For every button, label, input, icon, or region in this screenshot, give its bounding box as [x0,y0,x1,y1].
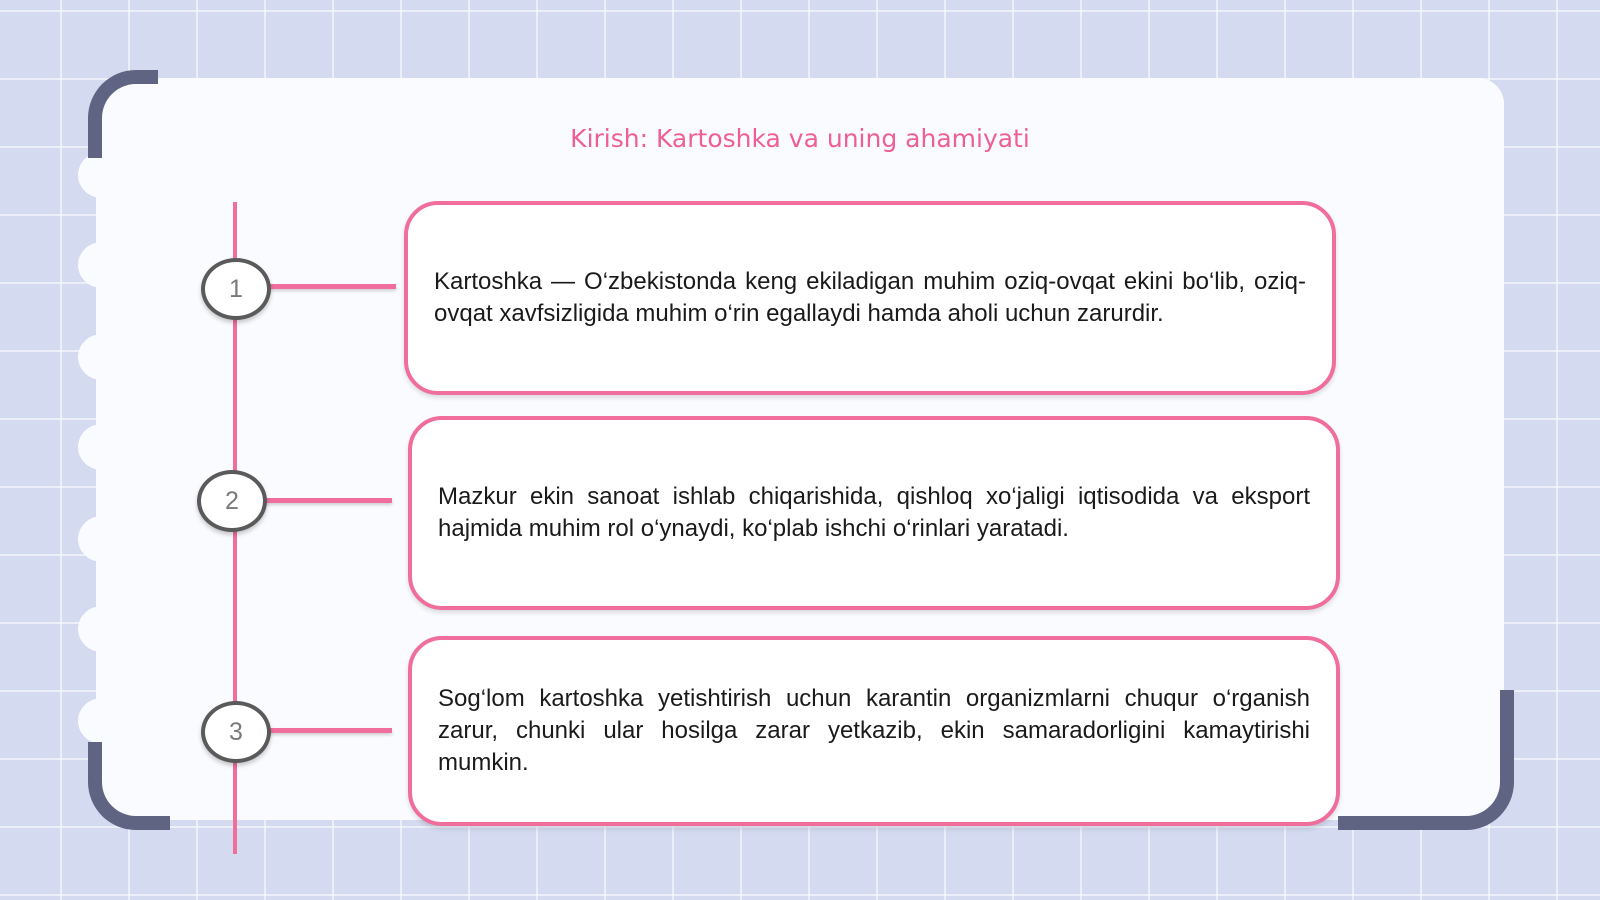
step-text-2: Mazkur ekin sanoat ishlab chiqarishida, qishloq xo‘jaligi iqtisodida va eksport hajmida muhim rol o‘ynaydi, ko‘plab ishchi o‘rinlari yaratadi. [438,483,1310,542]
step-connector-1 [266,284,396,289]
step-box-3 [408,636,1340,826]
notebook-scallop [78,424,126,470]
step-text-3: Sog‘lom kartoshka yetishtirish uchun karantin organizmlarni chuqur o‘rganish zarur, chunki ular hosilga zarar yetkazib, ekin samaradorligini kamaytirishi mumkin. [438,685,1310,776]
notebook-scallop [78,242,126,288]
step-number-2: 2 [197,470,267,532]
notebook-scallop [78,334,126,380]
step-box-1 [404,201,1336,395]
step-connector-2 [262,498,392,503]
step-connector-3 [266,728,392,733]
notebook-scallop [78,516,126,562]
notebook-scallop [78,698,126,744]
slide-title: Kirish: Kartoshka va uning ahamiyati [570,124,1030,153]
step-number-3: 3 [201,701,271,763]
corner-bracket-top-left [88,70,158,158]
step-number-1: 1 [201,258,271,320]
corner-bracket-bottom-left [88,742,170,830]
step-text-1: Kartoshka — O‘zbekistonda keng ekiladigan muhim oziq-ovqat ekini bo‘lib, oziq-ovqat xavfsizligida muhim o‘rin egallaydi hamda aholi uchun zarurdir. [434,268,1306,327]
corner-bracket-bottom-right [1338,690,1514,830]
notebook-scallop [78,606,126,652]
notebook-scallop [78,152,126,198]
step-box-2 [408,416,1340,610]
